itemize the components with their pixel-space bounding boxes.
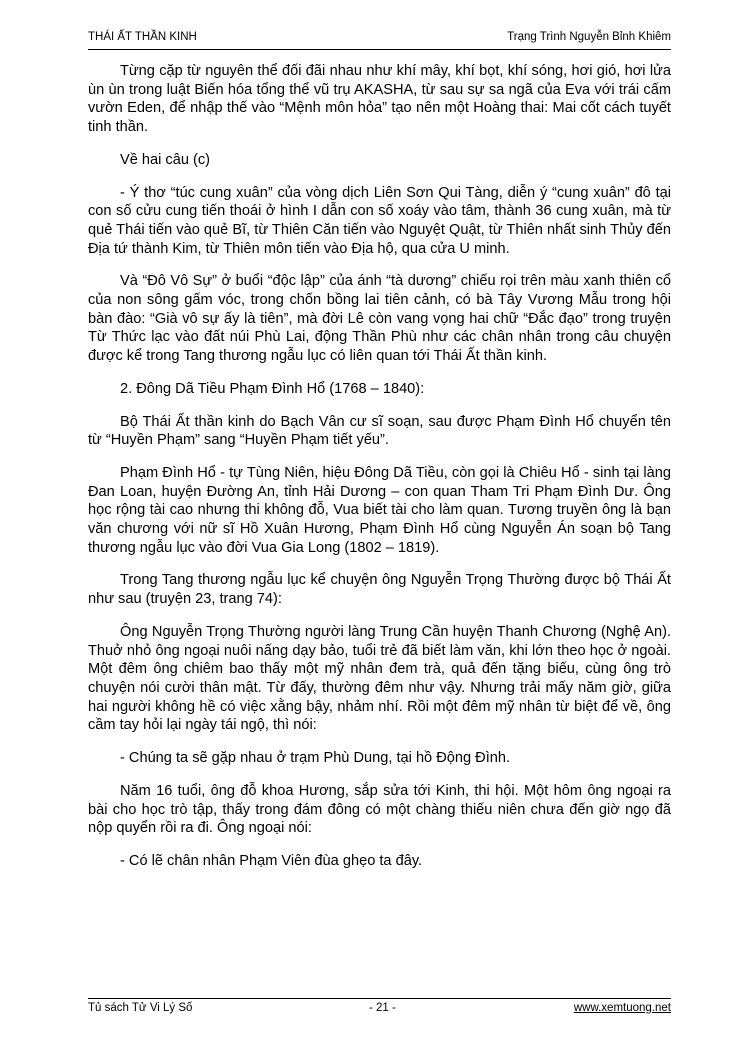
paragraph: Năm 16 tuổi, ông đỗ khoa Hương, sắp sửa tới Kinh, thi hội. Một hôm ông ngoại ra bài cho học trò tập, thấy trong đám đông có một chàng thiếu niên chưa đến giờ ngọ đã nộp quyển rồi ra đi. Ông ngoại nói: [88, 782, 671, 837]
paragraph: Từng cặp từ nguyên thể đối đãi nhau như khí mây, khí bọt, khí sóng, hơi gió, hơi lửa ùn ùn trong luật Biến hóa tổng thể vũ trụ AKASHA, từ sau sự sa ngã của Eva với trái cấm vườn Eden, để nhập thế vào “Mệnh môn hỏa” tạo nên một Hoàng thai: Mai cốt cách tuyết tinh thần. [88, 63, 671, 136]
paragraph: - Ý thơ “túc cung xuân” của vòng dịch Liên Sơn Qui Tàng, diễn ý “cung xuân” đô tại con số cửu cung tiến thoái ở hình I dẫn con số xoáy vào tâm, thành 36 cung xuân, mà từ quẻ Thái tiến vào quẻ Bĩ, từ Thiên Căn tiến vào Nguyệt Quật, từ Thiên nhất sinh Thủy đến Địa tứ thành Kim, từ Thiên môn tiến vào Địa hộ, qua cửa U minh. [88, 184, 671, 257]
section-heading: 2. Đông Dã Tiều Phạm Đình Hổ (1768 – 1840): [120, 380, 425, 397]
page-body [88, 62, 671, 885]
paragraph: Và “Đô Vô Sự” ở buổi “độc lập” của ánh “tà dương” chiếu rọi trên màu xanh thiên cổ của non sông gấm vóc, trong chốn bồng lai tiên cảnh, có bà Tây Vương Mẫu trong hội bàn đào: “Già vô sự ấy là tiên”, mà đời Lê còn vang vọng hai chữ “Đắc đạo” trong truyện Từ Thức lạc vào đất núi Phù Lai, động Thần Phù như các chân nhân trong câu chuyện được kể trong Tang thương ngẫu lục có liên quan tới Thái Ất thần kinh. [88, 273, 671, 365]
header-book-title: THÁI ẤT THẦN KINH [88, 31, 197, 43]
header-author: Trạng Trình Nguyễn Bỉnh Khiêm [507, 31, 671, 43]
paragraph: Bộ Thái Ất thần kinh do Bạch Vân cư sĩ soạn, sau được Phạm Đình Hổ chuyển tên từ “Huyền Phạm” sang “Huyền Phạm tiết yếu”. [88, 413, 671, 449]
page-number: - 21 - [369, 1002, 396, 1014]
page-header [88, 31, 671, 50]
paragraph: Trong Tang thương ngẫu lục kể chuyện ông Nguyễn Trọng Thường được bộ Thái Ất như sau (truyện 23, trang 74): [88, 572, 671, 608]
paragraph: - Chúng ta sẽ gặp nhau ở trạm Phù Dung, tại hồ Động Đình. [120, 750, 511, 767]
paragraph: Ông Nguyễn Trọng Thường người làng Trung Cần huyện Thanh Chương (Nghệ An). Thuở nhỏ ông ngoại nuôi nấng dạy bảo, tuổi trẻ đã biết làm văn, khi lớn theo học ở ngoài. Một đêm ông chiêm bao thấy một mỹ nhân đem trà, quả đến tặng biếu, cùng ông trò chuyện nói cười thân mật. Từ đấy, thường đêm như vậy. Nhưng trải mấy năm giờ, giữa hai người không hề có việc xằng bậy, nhảm nhí. Rồi một đêm mỹ nhân từ biệt để về, ông cầm tay hỏi lại ngày tái ngộ, thì nói: [88, 623, 671, 734]
footer-website-link[interactable]: www.xemtuong.net [573, 1002, 671, 1014]
footer-collection: Tủ sách Tử Vi Lý Số [88, 1002, 193, 1014]
paragraph: - Có lẽ chân nhân Phạm Viên đùa ghẹo ta đây. [120, 852, 423, 869]
paragraph: Về hai câu (c) [120, 151, 211, 168]
page-footer [88, 998, 671, 1019]
paragraph: Phạm Đình Hổ - tự Tùng Niên, hiệu Đông Dã Tiều, còn gọi là Chiêu Hổ - sinh tại làng Đan Loan, huyện Đường An, tỉnh Hải Dương – con quan Tham Tri Phạm Đình Dư. Ông học rộng tài cao nhưng thi không đỗ, Vua biết tài cho làm quan. Tương truyền ông là bạn văn chương với nữ sĩ Hồ Xuân Hương, Phạm Đình Hổ cùng Nguyễn Án soạn bộ Tang thương ngẫu lục vào đời Vua Gia Long (1802 – 1819). [88, 464, 671, 556]
